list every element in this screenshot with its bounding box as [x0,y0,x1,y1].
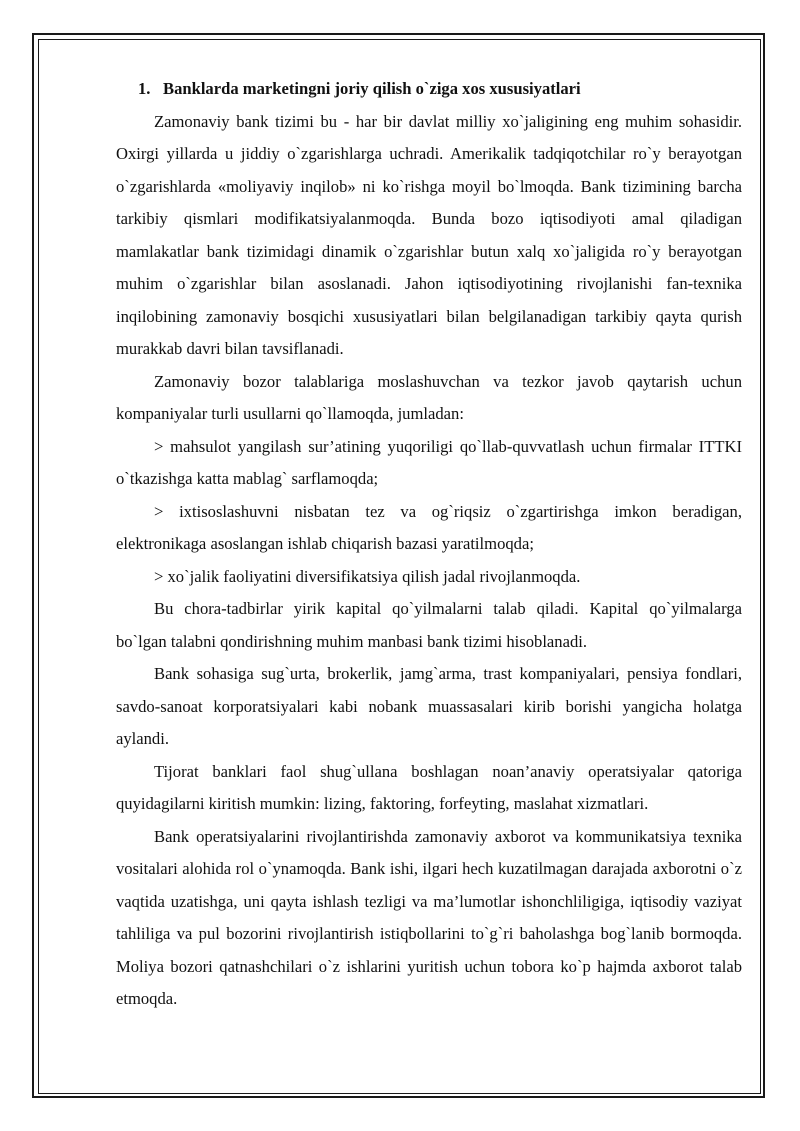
section-heading [116,73,742,106]
paragraph-banking-system: Zamonaviy bank tizimi bu - har bir davlat milliy xo`jaligining eng muhim sohasidir. Oxirgi yillarda u jiddiy o`zgarishlarga uchradi. Amerikalik tadqiqotchilar ro`y berayotgan o`zgarishlarda «moliyaviy inqilob» ni ko`rishga moyil bo`lmoqda. Bank tizimining barcha tarkibiy qismlari modifikatsiyalanmoqda. Bunda bozo iqtisodiyoti amal qiladigan mamlakatlar bank tizimidagi dinamik o`zgarishlar butun xalq xo`jaligida ro`y berayotgan muhim o`zgarishlar bilan asoslanadi. Jahon iqtisodiyotining rivojlanishi fan-texnika inqilobining zamonaviy bosqichi xususiyatlari bilan belgilanadigan tarkibiy qayta qurish murakkab davri bilan tavsiflanadi. [116,111,742,358]
paragraph-capital-investment: Bu chora-tadbirlar yirik kapital qo`yilmalarni talab qiladi. Kapital qo`yilmalarga bo`lgan talabni qondirishning muhim manbasi bank tizimi hisoblanadi. [116,599,742,651]
bullet-diversification: > xo`jalik faoliyatini diversifikatsiya qilish jadal rivojlanmoqda. [154,566,581,586]
bullet-specialization: > ixtisoslashuvni nisbatan tez va og`riqsiz o`zgartirishga imkon beradigan, elektronikaga asoslangan ishlab chiqarish bazasi yaratilmoqda; [116,501,742,553]
document-body [116,73,742,1016]
section-title: Banklarda marketingni joriy qilish o`ziga xos xususiyatlari [163,79,581,98]
paragraph-market-requirements: Zamonaviy bozor talablariga moslashuvchan va tezkor javob qaytarish uchun kompaniyalar turli usullarni qo`llamoqda, jumladan: [116,371,742,423]
paragraph-nontraditional-operations: Tijorat banklari faol shug`ullana boshlagan noan’anaviy operatsiyalar qatoriga quyidagilarni kiritish mumkin: lizing, faktoring, forfeyting, maslahat xizmatlari. [116,761,742,813]
bullet-product-renewal: > mahsulot yangilash sur’atining yuqoriligi qo`llab-quvvatlash uchun firmalar ITTKI o`tkazishga katta mablag` sarflamoqda; [116,436,742,488]
paragraph-information-technology: Bank operatsiyalarini rivojlantirishda zamonaviy axborot va kommunikatsiya texnika vositalari alohida rol o`ynamoqda. Bank ishi, ilgari hech kuzatilmagan darajada axborotni o`z vaqtida uzatishga, uni qayta ishlash tezligi va ma’lumotlar ishonchliligiga, iqtisodiy vaziyat tahliliga va pul bozorini rivojlantirish istiqbollarini to`g`ri baholashga bog`lanib bormoqda. Moliya bozori qatnashchilari o`z ishlarini yuritish uchun tobora ko`p hajmda axborot talab etmoqda. [116,826,742,1008]
paragraph-nonbank-institutions: Bank sohasiga sug`urta, brokerlik, jamg`arma, trast kompaniyalari, pensiya fondlari, savdo-sanoat korporatsiyalari kabi nobank muassasalari kirib borishi yangicha holatga aylandi. [116,664,742,748]
section-number: 1. [138,79,151,98]
